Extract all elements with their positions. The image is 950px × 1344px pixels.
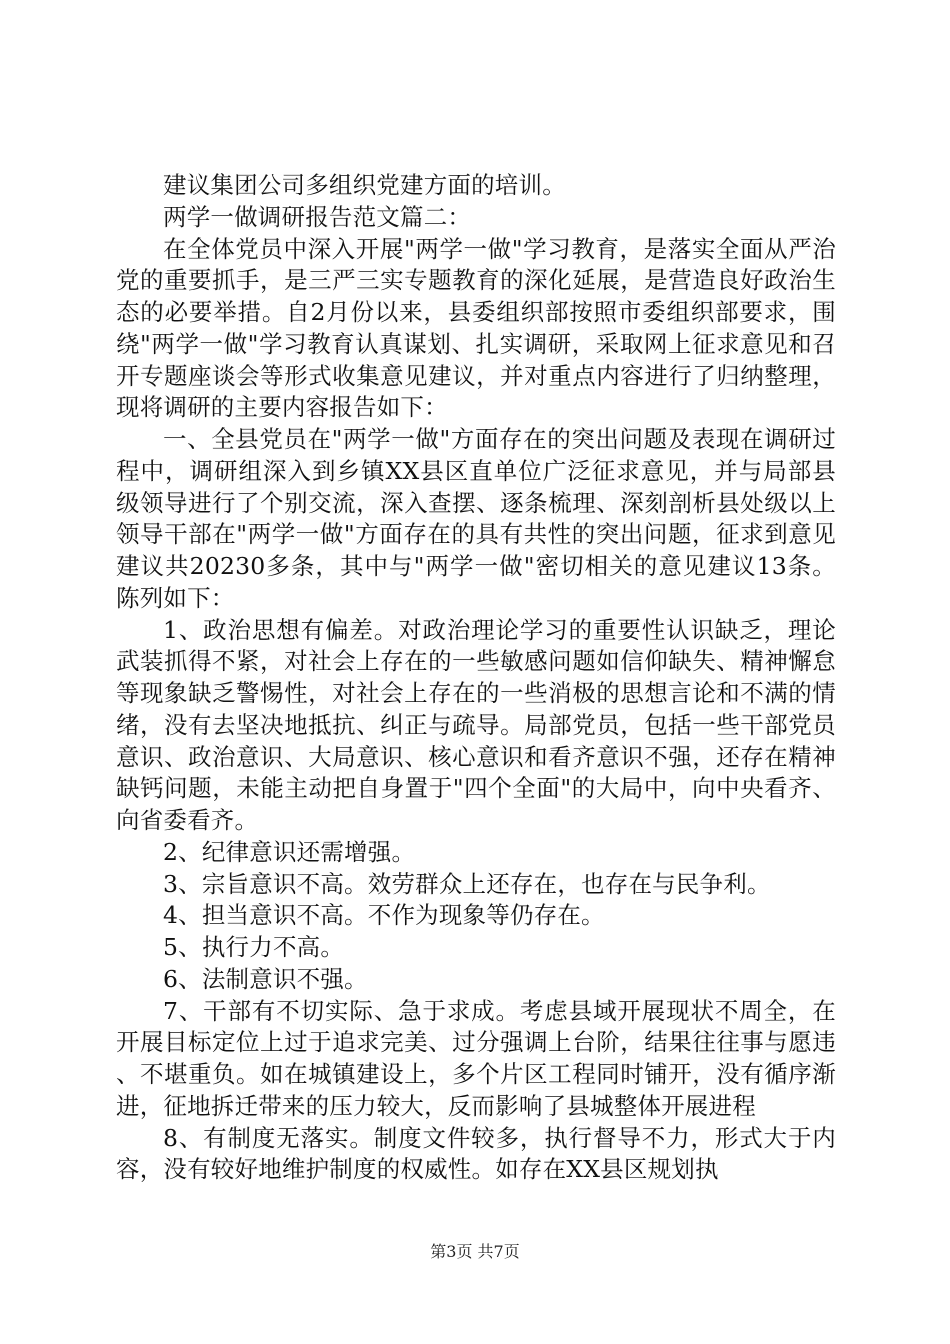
paragraph: 一、全县党员在"两学一做"方面存在的突出问题及表现在调研过程中，调研组深入到乡镇XX县区直单位广泛征求意见，并与局部县级领导进行了个别交流，深入查摆、逐条梳理、深刻剖析县处级以上领导干部在"两学一做"方面存在的具有共性的突出问题，征求到意见建议共20230多条，其中与"两学一做"密切相关的意见建议13条。陈列如下： xyxy=(116,425,836,612)
list-item: 1、政治思想有偏差。对政治理论学习的重要性认识缺乏，理论武装抓得不紧，对社会上存在的一些敏感问题如信仰缺失、精神懈怠等现象缺乏警惕性，对社会上存在的一些消极的思想言论和不满的情绪，没有去坚决地抵抗、纠正与疏导。局部党员，包括一些干部党员意识、政治意识、大局意识、核心意识和看齐意识不强，还存在精神缺钙问题，未能主动把自身置于"四个全面"的大局中，向中央看齐、向省委看齐。 xyxy=(116,615,836,834)
page-number-footer: 第3页 共7页 xyxy=(430,1242,520,1261)
document-body xyxy=(116,170,836,1186)
list-item: 8、有制度无落实。制度文件较多，执行督导不力，形式大于内容，没有较好地维护制度的权威性。如存在XX县区规划执 xyxy=(116,1123,836,1184)
list-item: 4、担当意识不高。不作为现象等仍存在。 xyxy=(163,901,605,930)
paragraph: 建议集团公司多组织党建方面的培训。 xyxy=(163,171,566,199)
list-item: 2、纪律意识还需增强。 xyxy=(163,837,416,866)
list-item: 5、执行力不高。 xyxy=(163,933,345,961)
list-item: 3、宗旨意识不高。效劳群众上还存在，也存在与民争利。 xyxy=(163,869,771,898)
paragraph: 在全体党员中深入开展"两学一做"学习教育，是落实全面从严治党的重要抓手，是三严三实专题教育的深化延展，是营造良好政治生态的必要举措。自2月份以来，县委组织部按照市委组织部要求，围绕"两学一做"学习教育认真谋划、扎实调研，采取网上征求意见和召开专题座谈会等形式收集意见建议，并对重点内容进行了归纳整理，现将调研的主要内容报告如下： xyxy=(116,234,836,422)
section-heading: 两学一做调研报告范文篇二： xyxy=(163,202,472,231)
list-item: 6、法制意识不强。 xyxy=(163,964,368,993)
list-item: 7、干部有不切实际、急于求成。考虑县域开展现状不周全，在开展目标定位上过于追求完美、过分强调上台阶，结果往往事与愿违、不堪重负。如在城镇建设上，多个片区工程同时铺开，没有循序渐进，征地拆迁带来的压力较大，反而影响了县城整体开展进程 xyxy=(116,996,836,1120)
